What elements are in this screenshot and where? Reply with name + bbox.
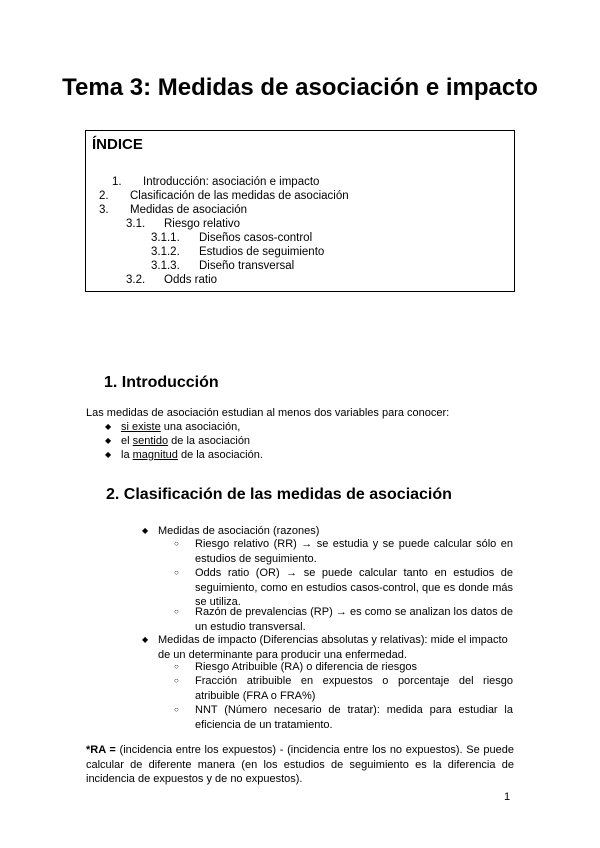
group-2-label: ◆ Medidas de impacto (Diferencias absolutas y relativas): mide el impacto de un determinante para producir una enfermedad. xyxy=(142,634,508,661)
list-item: ○ Odds ratio (OR) → se puede calcular tanto en estudios de seguimiento, como en estudios casos-control, que es donde más se utiliza. xyxy=(174,567,513,608)
list-item: ○ Riesgo relativo (RR) → se estudia y se puede calcular sólo en estudios de seguimiento. xyxy=(174,538,513,565)
toc-item: 3. Medidas de asociación xyxy=(99,204,247,216)
page-number: 1 xyxy=(504,791,511,803)
circle-bullet-icon: ○ xyxy=(174,705,179,714)
bullet-icon: ◆ xyxy=(105,436,112,445)
toc-item: 3.1. Riesgo relativo xyxy=(126,218,241,230)
list-item: ○ NNT (Número necesario de tratar): medida para estudiar la eficiencia de un tratamiento. xyxy=(174,704,513,731)
list-item: ◆ si existe una asociación, xyxy=(105,421,241,433)
list-item: ○ Razón de prevalencias (RP) → es como se analizan los datos de un estudio transversal. xyxy=(174,606,513,633)
ra-note: *RA = (incidencia entre los expuestos) - (incidencia entre los no expuestos). Se puede calcular de diferente manera (en los estudios de seguimiento es la diferencia de incidencia de expuestos y de no expuestos). xyxy=(86,744,514,785)
circle-bullet-icon: ○ xyxy=(174,676,179,685)
circle-bullet-icon: ○ xyxy=(174,662,179,671)
section-2-heading: 2. Clasificación de las medidas de asociación xyxy=(106,486,452,503)
toc-item: 2. Clasificación de las medidas de asociación xyxy=(99,190,349,202)
bullet-icon: ◆ xyxy=(142,526,149,535)
list-item: ◆ la magnitud de la asociación. xyxy=(105,449,263,461)
toc-item: 3.1.1. Diseños casos-control xyxy=(151,232,313,244)
toc-item: 3.2. Odds ratio xyxy=(126,274,218,286)
toc-heading: ÍNDICE xyxy=(92,136,143,153)
list-item: ○ Riesgo Atribuible (RA) o diferencia de riesgos xyxy=(174,661,417,673)
toc-item: 3.1.2. Estudios de seguimiento xyxy=(151,246,325,258)
section-1-intro: Las medidas de asociación estudian al menos dos variables para conocer: xyxy=(86,407,450,419)
list-item: ○ Fracción atribuible en expuestos o porcentaje del riesgo atribuible (FRA o FRA%) xyxy=(174,675,513,702)
group-1-label: ◆ Medidas de asociación (razones) xyxy=(142,525,320,537)
toc-item: 1. Introducción: asociación e impacto xyxy=(112,176,320,188)
bullet-icon: ◆ xyxy=(142,635,149,644)
bullet-icon: ◆ xyxy=(105,422,112,431)
list-item: ◆ el sentido de la asociación xyxy=(105,435,251,447)
page-title: Tema 3: Medidas de asociación e impacto xyxy=(62,74,538,101)
circle-bullet-icon: ○ xyxy=(174,607,179,616)
toc-box xyxy=(85,130,515,292)
toc-item: 3.1.3. Diseño transversal xyxy=(151,260,295,272)
circle-bullet-icon: ○ xyxy=(174,539,179,548)
circle-bullet-icon: ○ xyxy=(174,568,179,577)
section-1-heading: 1. Introducción xyxy=(104,374,219,391)
bullet-icon: ◆ xyxy=(105,450,112,459)
